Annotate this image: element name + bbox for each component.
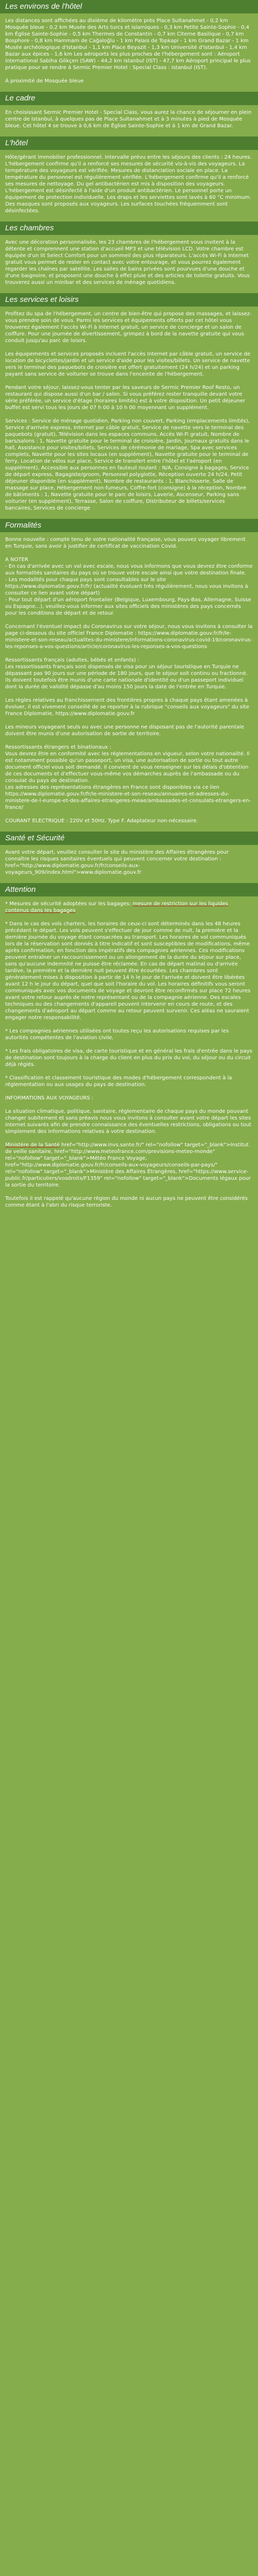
good-news-paragraph: Bonne nouvelle : compte tenu de votre nationalité française, vous pouvez voyager librement en Turquie, sans avoir à justifier de certificat de vaccination Covid. — [5, 537, 246, 549]
note-item: - Les modalités pour chaque pays sont consultables sur le site https://www.diplomatie.gouv.fr/fr/ (actualité évoluant très régulièrement, nous vous invitons à consulter ce lien avant votre départ) — [5, 577, 248, 596]
note-heading: A NOTER — [5, 557, 28, 563]
section-title-cadre: Le cadre — [0, 92, 258, 105]
section-body-services — [0, 307, 258, 519]
classification-paragraph: * Classification et classement touristique des modes d'hébergement correspondent à la réglementation ou aux usages du pays de destination. — [5, 1075, 232, 1088]
sources-paragraph — [5, 1142, 253, 1189]
border-rules-paragraph: Les règles relatives au franchissement des frontières propres à chaque pays étant amenées à évoluer, il est vivement conseillé de se reporter à la rubrique "conseils aux voyageurs" du site France Diplomatie, https://www.diplomatie.gouv.fr — [5, 698, 249, 717]
coronavirus-paragraph: Concernant l'éventuel impact du Coronavirus sur votre séjour, nous vous invitons à consulter la page ci-dessous du site officiel France Diplomatie : https://www.diplomatie.gouv.fr/fr/le-ministere-et-son-reseau/actualites-du-ministere/informations-coronavirus-covid-19/coronavirus-les-reponses-a-vos-questions/article/coronavirus-les-reponses-a-vos-questions — [5, 624, 253, 650]
french-nationals-heading: Ressortissants français (adultes, bébés et enfants) : — [5, 657, 139, 663]
services-equipment-paragraph: Les équipements et services proposés incluent l'accès Internet par câble gratuit, un service de location de bicyclettes/jardin et un service d'aide pour les visites/billets. Un service de navette vers le terminal des paquebots de croisière est offert gratuitement (24 h/24) et un parking payant sans service de voiturier se trouve dans l'enceinte de l'hébergement. — [5, 351, 251, 377]
section-title-environs: Les environs de l'hôtel — [0, 0, 258, 13]
hotel-paragraph: Hôte/gérant immobilier professionnel. Intervalle prévu entre les séjours des clients : 24 heures. L'hébergement confirme qu'il a renforcé ses mesures de sécurité vis-à-vis des voyageurs. La température des voyageurs est vérifiée. Mesures de distanciation sociale en place. La température du personnel est régulièrement vérifiée. L'hébergement confirme qu'il a renforcé ses mesures de nettoyage. Du gel antibactérien est mis à disposition des voyageurs. L'hébergement est désinfecté à l'aide d'un produit antibactérien. Le personnel porte un équipement de protection individuelle. Les draps et les serviettes sont lavés à 60 °C minimum. Des masques sont proposés aux voyageurs. Les surfaces touchées fréquemment sont désinfectées. — [5, 155, 252, 214]
section-title-services: Les services et loisirs — [0, 293, 258, 307]
section-title-sante: Santé et Sécurité — [0, 832, 258, 845]
section-body-formalites — [0, 532, 258, 832]
section-sante — [0, 832, 258, 883]
services-spa-paragraph: Profitez du spa de l'hébergement, un centre de bien-être qui propose des massages, et laissez-vous prendre soin de vous. Parmi les services et équipements offerts par cet hôtel vous trouverez également l'accès Wi-Fi à Internet gratuit, un service de concierge et un salon de coiffure. Pour une journée de divertissement, grimpez à bord de la navette gratuite qui vous conduit jusqu'au parc de loisirs. — [5, 311, 252, 344]
section-services — [0, 293, 258, 519]
section-title-hotel: L'hôtel — [0, 137, 258, 150]
distances-paragraph: Les distances sont affichées au dixième de kilomètre près Place Sultanahmet - 0,2 km Mosquée bleue - 0,2 km Musée des Arts turcs et islamiques - 0,3 km Petite Sainte-Sophie - 0,4 km Église Sainte-Sophie - 0,5 km Thermes de Constantin - 0,7 km Citerne Basilique - 0,7 km Bosphore - 0,8 km Hammam de Cağaloğlu - 1 km Palais de Topkapi - 1 km Grand Bazar - 1 km Musée archéologique d'Istanbul - 1,1 km Place Beyazit - 1,3 km Université d'Istanbul - 1,4 km Bazar aux épices - 1,6 km Les aéroports les plus proches de l'hébergement sont : Aéroport international Sabiha Gökçen (SAW) - 44,2 km Istanbul (IST) - 47,7 km Aéroport principal le plus pratique pour se rendre à Sermic Premier Hotel : Special Class : Istanbul (IST). — [5, 18, 251, 71]
section-body-sante — [0, 845, 258, 883]
luggage-prefix: * Mesures de sécurité adoptées sur les bagages: — [5, 901, 133, 907]
section-title-formalites: Formalités — [0, 519, 258, 532]
section-cadre — [0, 92, 258, 137]
section-body-chambres — [0, 235, 258, 293]
services-restaurant-paragraph: Pendant votre séjour, laissez-vous tenter par les saveurs de Sermic Premier Roof Resto, un restaurant qui dispose aussi d'un bar / salon. Si vous préférez rester tranquille devant votre série préférée, un service d'étage (horaires limités) est à votre disposition. Un petit déjeuner buffet est servi tous les jours de 07 h 00 à 10 h 00 moyennant un supplément. — [5, 385, 246, 411]
section-body-environs — [0, 13, 258, 92]
section-body-attention — [0, 896, 258, 1216]
ministere-sante-link[interactable]: Ministère de la Santé — [5, 1142, 60, 1148]
charters-paragraph: * Dans le cas des vols charters, les horaires de ceux-ci sont déterminés dans les 48 heures précédant le départ. Les vols peuvent s'effectuer de jour comme de nuit, la première et la dernière journée du voyage étant consacrées au transport. Les horaires de vol communiqués lors de la réservation sont donnés à titre indicatif et sont susceptibles de modifications, même après confirmation, en fonction des impératifs des compagnies aériennes. Ces modifications peuvent entraîner un raccourcissement ou un allongement de la durée du séjour sur place, sans qu'aucune indemnité ne puisse être réclamée. En cas de départ matinal ou d'arrivée tardive, la première et la dernière nuit peuvent être écourtées. Les chambres sont généralement mises à disposition à partir de 14 h le jour de l'arrivée et doivent être libérées avant 12 h le jour du départ, quel que soit l'horaire du vol. Les horaires définitifs vous seront communiqués avec vos documents de voyage et devront être reconfirmés sur place 72 heures avant votre retour auprès de notre représentant ou de la compagnie aérienne. Des escales techniques ou des changements d'appareil peuvent intervenir en cours de route, et des changements d'aéroport au départ comme au retour peuvent survenir. Ces aléas ne sauraient engager notre responsabilité. — [5, 921, 251, 1021]
note-item: - Pour tout départ d'un aéroport frontalier (Belgique, Luxembourg, Pays-Bas, Allemagne, Suisse ou Espagne...), veuillez-vous informer aux sites officiels des ministères des pays concernés pour les conditions de départ et de retour. — [5, 597, 251, 616]
section-title-attention: Attention — [0, 883, 258, 896]
section-formalites — [0, 519, 258, 832]
foreign-nationals-heading: Ressortissants étrangers et binationaux : — [5, 744, 111, 750]
section-chambres — [0, 222, 258, 293]
minors-paragraph: Les mineurs voyageant seuls ou avec une personne ne disposant pas de l'autorité parentale doivent être munis d'une autorisation de sortie de territoire. — [5, 724, 245, 737]
electric-current-paragraph: COURANT ELECTRIQUE : 220V et 50Hz. Type F. Adaptateur non-nécessaire. — [5, 818, 198, 824]
luggage-paragraph — [5, 901, 253, 914]
liquids-restriction-link[interactable]: mesure de restriction sur les liquides contenus dans les bagages — [5, 901, 229, 913]
section-environs — [0, 0, 258, 92]
proximity-paragraph: À proximité de Mosquée bleue — [5, 78, 84, 84]
french-nationals-paragraph: Les ressortissants français sont dispensés de visa pour un séjour touristique en Turquie ne dépassant pas 90 jours sur une période de 180 jours, que le séjour soit continu ou fractionné. Ils doivent toutefois être munis d'une carte nationale d'identité ou d'un passeport individuel dont la durée de validité dépasse d'au moins 150 jours la date de l'entrée en Turquie. — [5, 664, 248, 690]
section-title-chambres: Les chambres — [0, 222, 258, 235]
section-hotel — [0, 137, 258, 222]
chambres-paragraph: Avec une décoration personnalisée, les 23 chambres de l'hébergement vous invitent à la détente et comprennent une station d'accueil MP3 et une télévision LCD. Votre chambre est équipée d'un lit Select Comfort pour un sommeil des plus réparateurs. L'accès Wi-Fi à Internet gratuit vous permet de rester en contact avec votre entourage, et vous pourrez également regarder les chaînes par satellite. Les salles de bains privées sont pourvues d'une douche et d'une baignoire, et proposent une douche à effet pluie et des articles de toilette gratuits. Vous trouverez aussi un minibar et des services de ménage quotidiens. — [5, 240, 250, 285]
services-list-paragraph: Services : Service de ménage quotidien, Parking non couvert, Parking (emplacements limités), Service d'arrivée express, Internet par câble gratuit, Service de navette vers le terminal des paquebots (gratuit), Télévision dans les espaces communs, Accès Wi-Fi gratuit, Nombre de bars/salons : 1, Navette gratuite pour le terminal de croisière, Jardin, Journaux gratuits dans le hall, Assistance pour visites/billets, Services de cérémonie de mariage, Spa avec services complets, Navette pour les sites locaux (en supplément), Navette gratuite pour le terminal de ferry, Location de vélos sur place, Service de transfert entre l'hôtel et l'aéroport (en supplément), Accessible aux personnes en fauteuil roulant : N/A, Consigne à bagages, Service de départ express, Bagagiste/groom, Personnel polyglotte, Réception ouverte 24 h/24, Petit déjeuner disponible (en supplément), Nombre de restaurants : 1, Blanchisserie, Salle de massage sur place, Hébergement non-fumeurs, Coffre-fort (consigne) à la réception, Nombre de bâtiments : 1, Navette gratuite pour le parc de loisirs, Laverie, Ascenseur, Parking sans voiturier (en supplément), Terrasse, Salon de coiffure, Distributeur de billets/services bancaires, Services de concierge — [5, 418, 250, 511]
section-attention — [0, 883, 258, 1216]
cadre-paragraph: En choisissant Sermic Premier Hotel - Special Class, vous aurez la chance de séjourner en plein centre de Istanbul, à quelques pas de Place Sultanahmet et à 3 minutes à pied de Mosquée bleue. Cet hôtel 4 se trouve à 0,6 km de Église Sainte-Sophie et à 1 km de Grand Bazar. — [5, 110, 252, 129]
foreign-nationals-paragraph: Vous devrez être en conformité avec les réglementations en vigueur, selon votre nationalité. Il est notamment possible qu'un passeport, un visa, une autorisation de sortie ou tout autre document officiel vous soit demandé. Il convient de vous renseigner sur les délais d'obtention de ces documents et d'effectuer vous-même vos démarches auprès de l'ambassade ou du consulat du pays de destination. — [5, 751, 250, 784]
sante-paragraph: Avant votre départ, veuillez consulter le site du ministère des Affaires étrangères pour connaître les risques sanitaires éventuels qui peuvent concerner votre destination : href="http://www.diplomatie.gouv.fr/fr/conseils-aux-voyageurs_909/index.html">www.diplomatie.gouv.fr — [5, 850, 229, 875]
sources-rest: href="http://www.invs.sante.fr/" rel="nofollow" target="_blank">Institut de veille sanitaire, href="http://www.meteofrance.com/previsions-meteo-monde" rel="nofollow" target="_blank">Météo France Voyage, href="http://www.diplomatie.gouv.fr/fr/conseils-aux-voyageurs/conseils-par-pays/" rel="nofollow" target="_blank">Ministère des Affaires Étrangères, href="https://www.service-public.fr/particuliers/vosdroits/F1359" rel="nofollow" target="_blank">Documents légaux pour la sortie du territoire. — [5, 1142, 251, 1188]
section-body-hotel — [0, 150, 258, 222]
terror-paragraph: Toutefois il est rappelé qu'aucune région du monde ni aucun pays ne peuvent être considérés comme étant à l'abri du risque terroriste. — [5, 1196, 248, 1208]
airlines-paragraph: * Les compagnies aériennes utilisées ont toutes reçu les autorisations requises par les autorités compétentes de l'aviation civile. — [5, 1028, 229, 1041]
fees-paragraph: * Les frais obligatoires de visa, de carte touristique et en général les frais d'entrée dans le pays de destination sont toujours à la charge du client en plus du prix du vol, du séjour ou du circuit déjà réglés. — [5, 1048, 252, 1067]
situation-paragraph: La situation climatique, politique, sanitaire, réglementaire de chaque pays du monde pouvant changer subitement et sans préavis nous vous invitons à consulter avant votre départ les sites internet suivants afin de prendre connaissance des éventuelles restrictions, obligations ou tout simplement des informations relatives à votre destination. — [5, 1109, 251, 1134]
info-heading: INFORMATIONS AUX VOYAGEURS : — [5, 1095, 94, 1101]
embassy-addresses-paragraph: Les adresses des représentations étrangères en France sont disponibles via ce lien https://www.diplomatie.gouv.fr/fr/le-ministere-et-son-reseau/annuaires-et-adresses-du-ministere-de-l-europe-et-des-affaires-etrangeres-meae/ambassades-et-consulats-etrangers-en-france/ — [5, 785, 251, 810]
note-item: - En cas d'arrivée avec un vol avec escale, nous vous informons que vous devrez être conforme aux formalités sanitaires du pays où se trouve votre escale ainsi que votre destination finale. — [5, 564, 253, 576]
section-body-cadre — [0, 105, 258, 137]
